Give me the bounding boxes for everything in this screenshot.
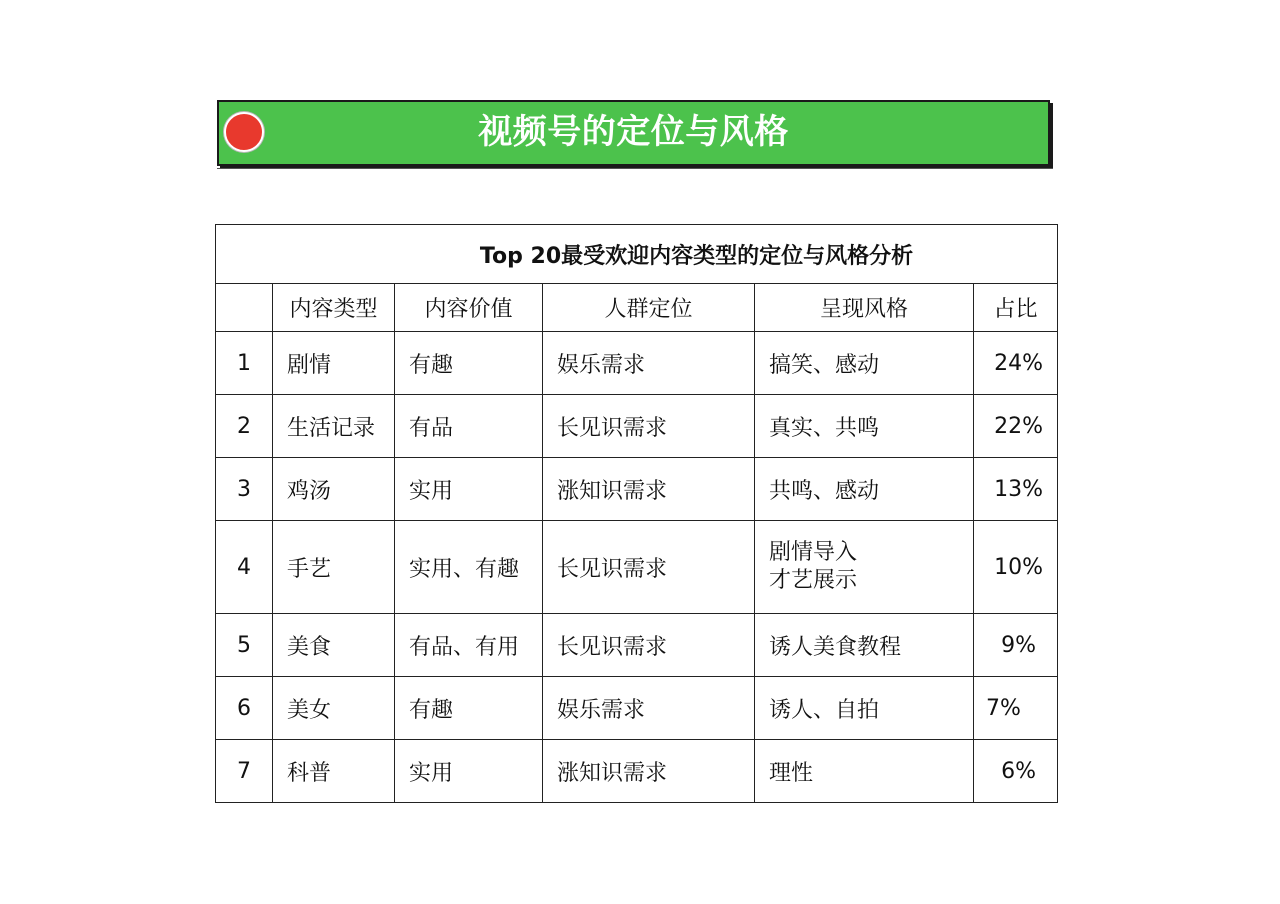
cell-style: 共鸣、感动 xyxy=(755,458,974,521)
row-index: 4 xyxy=(216,521,273,614)
cell-audience: 长见识需求 xyxy=(543,521,755,614)
table-row xyxy=(216,740,1058,803)
row-index: 1 xyxy=(216,332,273,395)
cell-audience: 涨知识需求 xyxy=(543,458,755,521)
cell-share: 6% xyxy=(974,740,1058,803)
cell-style: 搞笑、感动 xyxy=(755,332,974,395)
header-audience: 人群定位 xyxy=(543,284,755,332)
cell-audience: 娱乐需求 xyxy=(543,677,755,740)
cell-content-value: 有趣 xyxy=(395,332,543,395)
table-row xyxy=(216,395,1058,458)
cell-share: 24% xyxy=(974,332,1058,395)
table-row xyxy=(216,458,1058,521)
cell-share: 10% xyxy=(974,521,1058,614)
cell-content-value: 有品、有用 xyxy=(395,614,543,677)
row-index: 2 xyxy=(216,395,273,458)
row-index: 6 xyxy=(216,677,273,740)
cell-content-type: 美女 xyxy=(273,677,395,740)
header-index xyxy=(216,284,273,332)
cell-share: 7% xyxy=(974,677,1058,740)
row-index: 5 xyxy=(216,614,273,677)
cell-content-type: 美食 xyxy=(273,614,395,677)
cell-share: 9% xyxy=(974,614,1058,677)
cell-content-type: 剧情 xyxy=(273,332,395,395)
cell-audience: 长见识需求 xyxy=(543,614,755,677)
cell-content-value: 有趣 xyxy=(395,677,543,740)
cell-style: 诱人美食教程 xyxy=(755,614,974,677)
cell-content-value: 实用 xyxy=(395,458,543,521)
cell-audience: 长见识需求 xyxy=(543,395,755,458)
cell-content-value: 实用、有趣 xyxy=(395,521,543,614)
cell-content-type: 科普 xyxy=(273,740,395,803)
content-table xyxy=(215,224,1058,803)
table-row xyxy=(216,521,1058,614)
header-content-type: 内容类型 xyxy=(273,284,395,332)
cell-content-value: 有品 xyxy=(395,395,543,458)
row-index: 7 xyxy=(216,740,273,803)
cell-share: 22% xyxy=(974,395,1058,458)
table-row xyxy=(216,614,1058,677)
table-caption: Top 20最受欢迎内容类型的定位与风格分析 xyxy=(216,225,1058,284)
cell-share: 13% xyxy=(974,458,1058,521)
row-index: 3 xyxy=(216,458,273,521)
cell-style: 诱人、自拍 xyxy=(755,677,974,740)
cell-content-type: 鸡汤 xyxy=(273,458,395,521)
cell-content-type: 手艺 xyxy=(273,521,395,614)
header-style: 呈现风格 xyxy=(755,284,974,332)
cell-audience: 娱乐需求 xyxy=(543,332,755,395)
cell-style: 真实、共鸣 xyxy=(755,395,974,458)
cell-content-type: 生活记录 xyxy=(273,395,395,458)
cell-style: 理性 xyxy=(755,740,974,803)
cell-audience: 涨知识需求 xyxy=(543,740,755,803)
cell-content-value: 实用 xyxy=(395,740,543,803)
banner-divider xyxy=(217,168,1053,169)
style-line: 才艺展示 xyxy=(769,568,858,593)
cell-style xyxy=(755,521,974,614)
page-title: 视频号的定位与风格 xyxy=(478,112,789,152)
table-row xyxy=(216,677,1058,740)
style-line: 剧情导入 xyxy=(769,540,858,565)
header-share: 占比 xyxy=(974,284,1058,332)
table-row xyxy=(216,332,1058,395)
table-header-row xyxy=(216,284,1058,332)
header-content-value: 内容价值 xyxy=(395,284,543,332)
title-banner xyxy=(217,100,1050,166)
